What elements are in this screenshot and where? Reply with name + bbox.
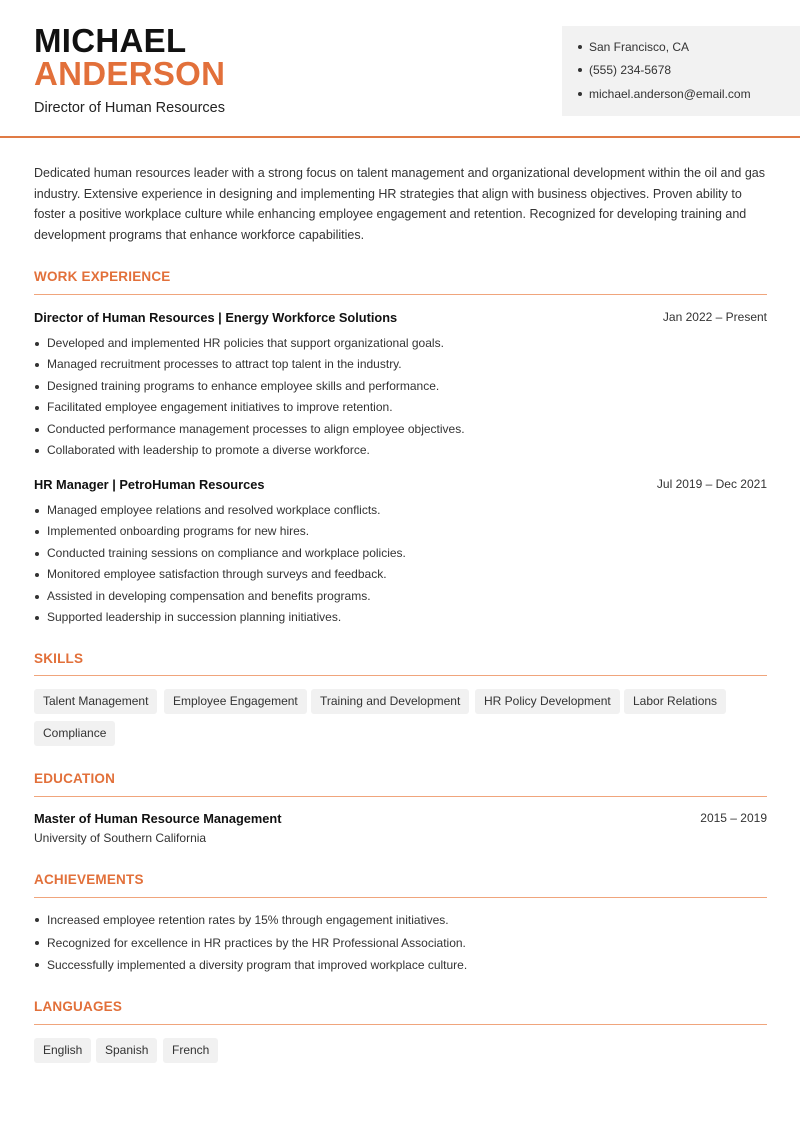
section-title-education: EDUCATION xyxy=(34,771,116,786)
job-header xyxy=(34,310,767,325)
contact-location xyxy=(578,40,689,54)
contact-box xyxy=(562,26,800,116)
skill-tag: HR Policy Development xyxy=(475,689,620,714)
section-title-achievements: ACHIEVEMENTS xyxy=(34,872,144,887)
list-item: Developed and implemented HR policies that support organizational goals. xyxy=(34,333,767,354)
skill-tag: Labor Relations xyxy=(624,689,726,714)
bullet-dot-icon xyxy=(578,68,582,72)
phone-text: (555) 234-5678 xyxy=(589,63,672,77)
list-item: Successfully implemented a diversity program that improved workplace culture. xyxy=(34,954,767,977)
list-item: Managed employee relations and resolved workplace conflicts. xyxy=(34,500,767,521)
education-school: University of Southern California xyxy=(34,831,207,845)
language-tag: French xyxy=(163,1038,218,1063)
job-bullets xyxy=(34,500,767,628)
section-divider xyxy=(34,294,767,295)
section-title-languages: LANGUAGES xyxy=(34,999,123,1014)
list-item: Collaborated with leadership to promote a diverse workforce. xyxy=(34,440,767,461)
list-item: Conducted training sessions on compliance and workplace policies. xyxy=(34,543,767,564)
achievement-bullets xyxy=(34,909,767,977)
contact-phone xyxy=(578,63,671,77)
skill-tag: Compliance xyxy=(34,721,115,746)
bullet-dot-icon xyxy=(578,45,582,49)
summary-paragraph: Dedicated human resources leader with a strong focus on talent management and organizational development within the oil and gas industry. Extensive experience in designing and implementing HR strategies that align with business objectives. Proven ability to foster a positive workplace culture while enhancing employee engagement and retention. Recognized for developing training and development programs that enhance workforce capabilities. xyxy=(34,166,766,242)
list-item: Recognized for excellence in HR practices by the HR Professional Association. xyxy=(34,932,767,955)
skill-tag: Employee Engagement xyxy=(164,689,307,714)
job-role: Director of Human Resources | Energy Workforce Solutions xyxy=(34,310,398,325)
section-divider xyxy=(34,1024,767,1025)
section-title-work: WORK EXPERIENCE xyxy=(34,269,171,284)
skills-tags xyxy=(34,689,767,749)
list-item: Supported leadership in succession planning initiatives. xyxy=(34,607,767,628)
list-item: Managed recruitment processes to attract top talent in the industry. xyxy=(34,354,767,375)
job-dates: Jul 2019 – Dec 2021 xyxy=(656,477,767,491)
first-name: MICHAEL xyxy=(34,22,187,59)
location-text: San Francisco, CA xyxy=(589,40,690,54)
contact-email xyxy=(578,87,751,101)
job-bullets xyxy=(34,333,767,461)
education-dates: 2015 – 2019 xyxy=(700,811,767,825)
list-item: Conducted performance management processes to align employee objectives. xyxy=(34,419,767,440)
list-item: Assisted in developing compensation and benefits programs. xyxy=(34,586,767,607)
language-tag: Spanish xyxy=(96,1038,157,1063)
section-divider xyxy=(34,796,767,797)
list-item: Designed training programs to enhance employee skills and performance. xyxy=(34,376,767,397)
bullet-dot-icon xyxy=(578,92,582,96)
job-dates: Jan 2022 – Present xyxy=(662,310,767,324)
job-title: Director of Human Resources xyxy=(34,100,225,116)
last-name: ANDERSON xyxy=(34,55,226,92)
education-degree: Master of Human Resource Management xyxy=(34,811,282,826)
language-tags xyxy=(34,1038,767,1064)
list-item: Implemented onboarding programs for new hires. xyxy=(34,521,767,542)
list-item: Increased employee retention rates by 15% through engagement initiatives. xyxy=(34,909,767,932)
resume-header xyxy=(0,0,800,138)
job-header xyxy=(34,477,767,492)
job-role: HR Manager | PetroHuman Resources xyxy=(34,477,265,492)
language-tag: English xyxy=(34,1038,91,1063)
skill-tag: Talent Management xyxy=(34,689,157,714)
list-item: Monitored employee satisfaction through surveys and feedback. xyxy=(34,564,767,585)
section-title-skills: SKILLS xyxy=(34,651,84,666)
section-divider xyxy=(34,897,767,898)
section-divider xyxy=(34,675,767,676)
list-item: Facilitated employee engagement initiatives to improve retention. xyxy=(34,397,767,418)
skill-tag: Training and Development xyxy=(311,689,469,714)
email-text: michael.anderson@email.com xyxy=(589,87,751,101)
